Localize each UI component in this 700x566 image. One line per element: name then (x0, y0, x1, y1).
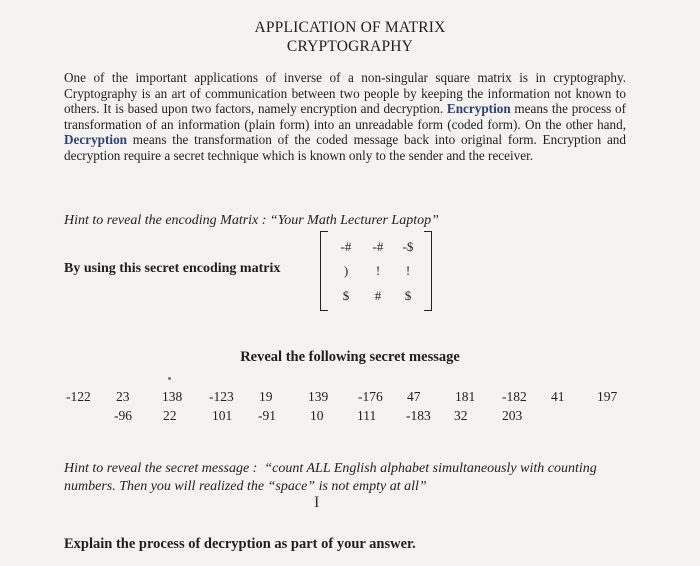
message-number: 138 (162, 389, 183, 404)
matrix-hint: Hint to reveal the encoding Matrix : “Your Math Lecturer Laptop” (64, 213, 439, 228)
message-number: 47 (407, 389, 421, 404)
stray-dot (168, 377, 171, 380)
intro-text-1: One of the important applications of inverse of a non-singular square matrix is in cryptography. Cryptography is an art of communication between two people by keeping the information not known to others. It is based upon two factors, namely encryption and decryption. (64, 70, 626, 117)
message-number: -123 (209, 389, 234, 404)
matrix-cell: ! (375, 263, 381, 278)
page-title (0, 18, 700, 56)
intro-text-3: means the transformation of the coded message back into original form. Encryption and decryption require a secret technique which is known only to the sender and the receiver. (64, 132, 626, 163)
matrix-cell: -# (372, 239, 384, 254)
encoding-matrix (320, 231, 432, 311)
encryption-term: Encryption (446, 101, 511, 117)
message-number: -183 (406, 408, 431, 423)
title-line-2: CRYPTOGRAPHY (286, 38, 414, 55)
matrix-cell: ! (405, 263, 411, 278)
instruction-text: Explain the process of decryption as part of your answer. (64, 536, 416, 552)
message-number: 111 (357, 408, 377, 423)
title-line-1: APPLICATION OF MATRIX (254, 19, 446, 36)
matrix-cell: $ (404, 288, 412, 303)
matrix-cell: -# (340, 239, 352, 254)
intro-paragraph (64, 70, 626, 164)
message-number: 139 (308, 389, 329, 404)
message-number: 41 (551, 389, 565, 404)
message-number: 181 (455, 389, 476, 404)
message-number: -91 (258, 408, 276, 423)
message-number: 203 (502, 408, 523, 423)
message-number: 32 (454, 408, 468, 423)
message-number: -96 (114, 408, 132, 423)
message-hint-prefix: Hint to reveal the secret message : (64, 461, 258, 476)
matrix-cell: ) (343, 263, 349, 278)
message-hint-text: “count ALL English alphabet simultaneously with counting numbers. Then you will realized the “space” is not empty at all” (64, 461, 597, 494)
message-number: -176 (358, 389, 383, 404)
message-number: 19 (259, 389, 273, 404)
message-number: 197 (597, 389, 618, 404)
message-number: 23 (116, 389, 130, 404)
message-number: 101 (212, 408, 233, 423)
reveal-heading: Reveal the following secret message (240, 349, 460, 365)
decryption-term: Decryption (64, 132, 127, 148)
message-hint (64, 460, 634, 496)
message-number: 10 (310, 408, 324, 423)
message-number: 22 (163, 408, 177, 423)
text-cursor-icon: I (314, 494, 320, 511)
matrix-cell: $ (342, 288, 350, 303)
matrix-label: By using this secret encoding matrix (64, 261, 281, 276)
matrix-cell: -$ (402, 239, 414, 254)
message-number: -182 (502, 389, 527, 404)
message-number: -122 (66, 389, 91, 404)
matrix-cell: # (374, 288, 382, 303)
intro-text-2: means the process of transformation of an information (plain form) into an unreadable form (coded form). On the other hand, (64, 101, 626, 132)
